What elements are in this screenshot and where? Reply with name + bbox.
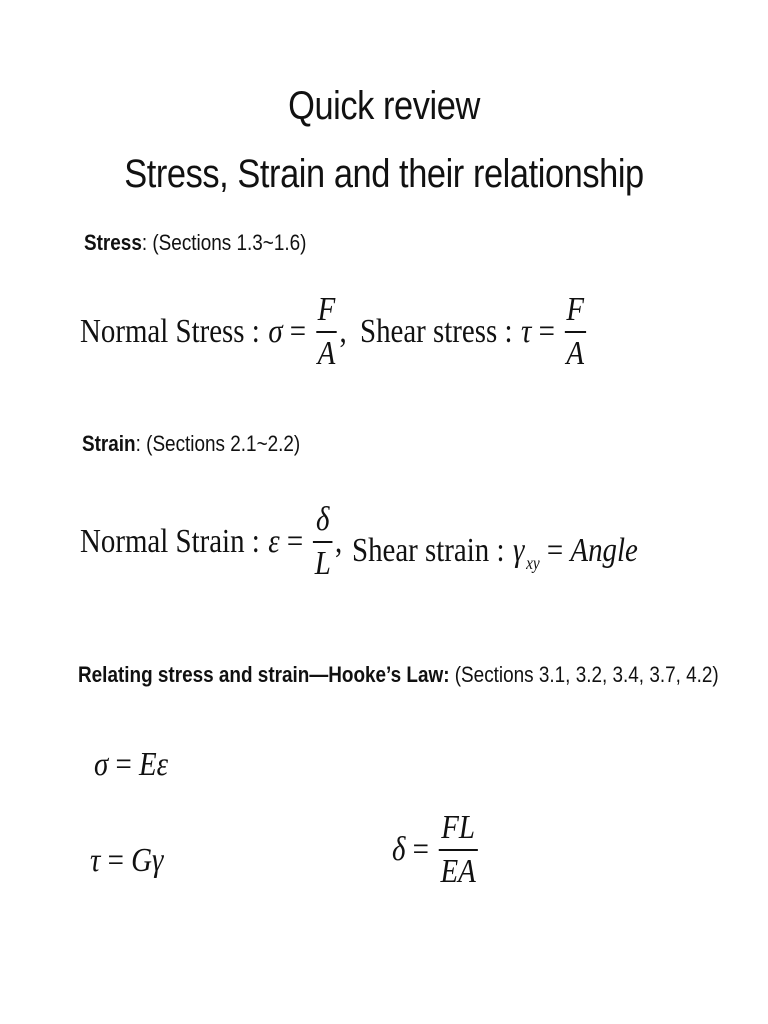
- normal-strain-numerator: δ: [316, 501, 330, 538]
- shear-stress-label: Shear stress :: [360, 312, 513, 350]
- shear-stress-fraction: [565, 292, 586, 371]
- stress-heading: Stress: [84, 230, 142, 255]
- hooke-shear-rhs: Gγ: [131, 842, 164, 879]
- axial-deformation-denominator: EA: [440, 852, 476, 890]
- shear-stress-numerator: F: [566, 291, 585, 328]
- shear-strain-label: Shear strain :: [352, 532, 505, 569]
- strain-heading: Strain: [82, 431, 136, 456]
- shear-strain-symbol: γ: [512, 532, 525, 569]
- normal-strain-denominator: L: [314, 544, 331, 582]
- stress-ref: : (Sections 1.3~1.6): [141, 230, 307, 255]
- shear-strain-value: Angle: [570, 532, 638, 569]
- hooke-shear-equation: τ = Gγ: [90, 842, 164, 879]
- normal-strain-equation: Normal Strain : ε = $\frac{\delta}{L}$ ,: [80, 501, 343, 582]
- shear-strain-equation: Shear strain : γ xy = Angle: [352, 532, 638, 573]
- hooke-section-label: [78, 662, 719, 688]
- hooke-shear-lhs: τ: [90, 842, 101, 879]
- hooke-normal-rhs: Eε: [139, 746, 169, 783]
- shear-strain-subscript: xy: [526, 552, 540, 573]
- normal-strain-symbol: ε: [268, 522, 280, 560]
- hooke-heading: Relating stress and strain—Hooke’s Law:: [78, 662, 450, 687]
- normal-stress-equation: Normal Stress : σ = $\frac{F}{A}$ ,: [80, 291, 347, 372]
- hooke-ref: (Sections 3.1, 3.2, 3.4, 3.7, 4.2): [449, 662, 719, 687]
- stress-section-label: [84, 230, 306, 256]
- shear-stress-equation: Shear stress : τ = $\frac{F}{A}$: [360, 291, 585, 372]
- normal-strain-label: Normal Strain :: [80, 522, 260, 560]
- title-line-1: Quick review: [288, 84, 480, 128]
- axial-deformation-lhs: δ: [392, 830, 406, 868]
- title-line-2: Stress, Strain and their relationship: [124, 152, 644, 196]
- hooke-normal-lhs: σ: [94, 746, 109, 783]
- normal-strain-fraction: [313, 502, 332, 581]
- normal-stress-label: Normal Stress :: [80, 312, 260, 350]
- normal-stress-fraction: [316, 292, 337, 371]
- axial-deformation-numerator: FL: [441, 809, 475, 846]
- normal-stress-symbol: σ: [268, 312, 283, 350]
- strain-ref: : (Sections 2.1~2.2): [135, 431, 301, 456]
- axial-deformation-fraction: [439, 810, 478, 889]
- hooke-normal-equation: σ = Eε: [94, 746, 169, 783]
- normal-stress-denominator: A: [317, 334, 336, 372]
- shear-stress-denominator: A: [566, 334, 585, 372]
- shear-stress-symbol: τ: [521, 312, 532, 350]
- axial-deformation-equation: δ = $\frac{FL}{EA}$: [392, 809, 476, 890]
- strain-section-label: [82, 431, 300, 457]
- normal-stress-numerator: F: [317, 291, 336, 328]
